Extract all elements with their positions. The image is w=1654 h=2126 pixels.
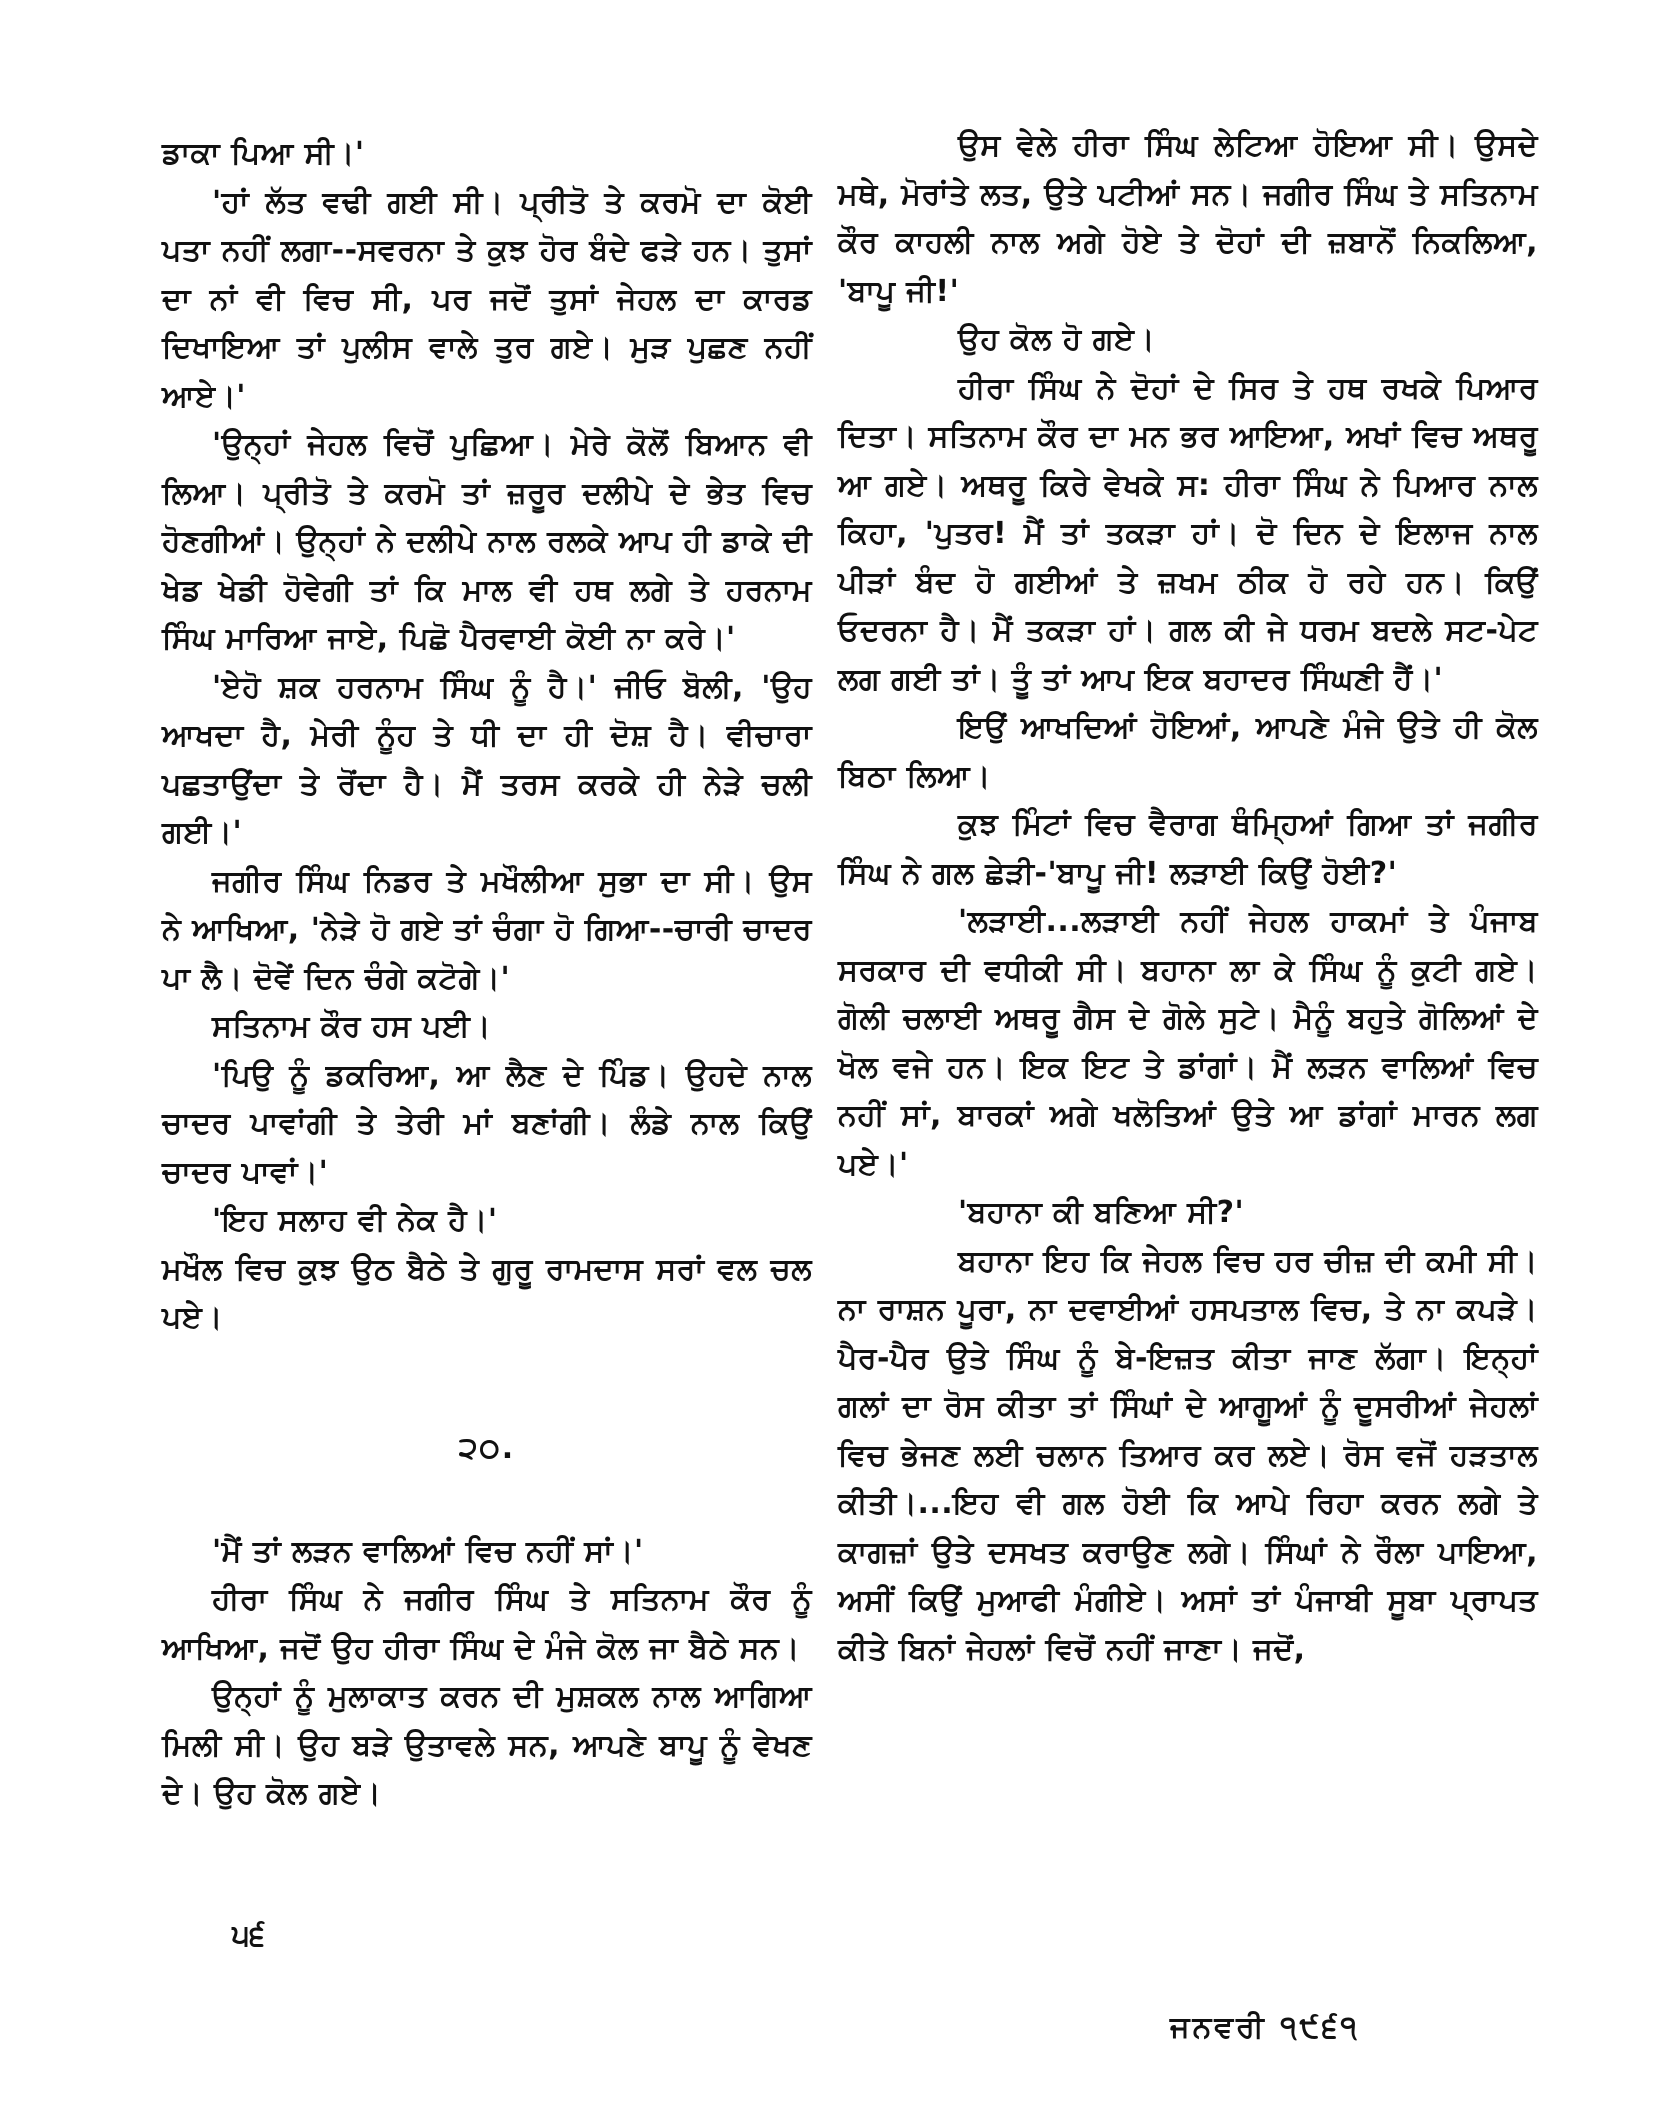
chapter-number: ੨੦. [458, 1430, 516, 1466]
right-column [838, 122, 1538, 1674]
paragraph: ਬਹਾਨਾ ਇਹ ਕਿ ਜੇਹਲ ਵਿਚ ਹਰ ਚੀਜ਼ ਦੀ ਕਮੀ ਸੀ। ਨਾ ਰਾਸ਼ਨ ਪੂਰਾ, ਨਾ ਦਵਾਈਆਂ ਹਸਪਤਾਲ ਵਿਚ, ਤੇ ਨਾ ਕਪੜੇ। ਪੈਰ-ਪੈਰ ਉਤੇ ਸਿੰਘ ਨੂੰ ਬੇ-ਇਜ਼ਤ ਕੀਤਾ ਜਾਣ ਲੱਗਾ। ਇਨ੍ਹਾਂ ਗਲਾਂ ਦਾ ਰੋਸ ਕੀਤਾ ਤਾਂ ਸਿੰਘਾਂ ਦੇ ਆਗੂਆਂ ਨੂੰ ਦੂਸਰੀਆਂ ਜੇਹਲਾਂ ਵਿਚ ਭੇਜਣ ਲਈ ਚਲਾਨ ਤਿਆਰ ਕਰ ਲਏ। ਰੋਸ ਵਜੋਂ ਹੜਤਾਲ ਕੀਤੀ।...ਇਹ ਵੀ ਗਲ ਹੋਈ ਕਿ ਆਪੇ ਰਿਹਾ ਕਰਨ ਲਗੇ ਤੇ ਕਾਗਜ਼ਾਂ ਉਤੇ ਦਸਖਤ ਕਰਾਉਣ ਲਗੇ। ਸਿੰਘਾਂ ਨੇ ਰੌਲਾ ਪਾਇਆ, ਅਸੀਂ ਕਿਉਂ ਮੁਆਫੀ ਮੰਗੀਏ। ਅਸਾਂ ਤਾਂ ਪੰਜਾਬੀ ਸੂਬਾ ਪ੍ਰਾਪਤ ਕੀਤੇ ਬਿਨਾਂ ਜੇਹਲਾਂ ਵਿਚੋਂ ਨਹੀਂ ਜਾਣਾ। ਜਦੋਂ, [838, 1243, 1538, 1667]
paragraph: 'ਲੜਾਈ...ਲੜਾਈ ਨਹੀਂ ਜੇਹਲ ਹਾਕਮਾਂ ਤੇ ਪੰਜਾਬ ਸਰਕਾਰ ਦੀ ਵਧੀਕੀ ਸੀ। ਬਹਾਨਾ ਲਾ ਕੇ ਸਿੰਘ ਨੂੰ ਕੁਟੀ ਗਏ। ਗੋਲੀ ਚਲਾਈ ਅਥਰੂ ਗੈਸ ਦੇ ਗੋਲੇ ਸੁਟੇ। ਮੈਨੂੰ ਬਹੁਤੇ ਗੋਲਿਆਂ ਦੇ ਖੋਲ ਵਜੇ ਹਨ। ਇਕ ਇਟ ਤੇ ਡਾਂਗਾਂ। ਮੈਂ ਲੜਨ ਵਾਲਿਆਂ ਵਿਚ ਨਹੀਂ ਸਾਂ, ਬਾਰਕਾਂ ਅਗੇ ਖਲੋਤਿਆਂ ਉਤੇ ਆ ਡਾਂਗਾਂ ਮਾਰਨ ਲਗ ਪਏ।' [838, 904, 1538, 1182]
paragraph: 'ਮੈਂ ਤਾਂ ਲੜਨ ਵਾਲਿਆਂ ਵਿਚ ਨਹੀਂ ਸਾਂ।' [212, 1533, 644, 1569]
issue-date: ਜਨਵਰੀ ੧੯੬੧ [1170, 2010, 1360, 2045]
paragraph: ਡਾਕਾ ਪਿਆ ਸੀ।' [162, 136, 365, 171]
paragraph: ਹੀਰਾ ਸਿੰਘ ਨੇ ਦੋਹਾਂ ਦੇ ਸਿਰ ਤੇ ਹਥ ਰਖਕੇ ਪਿਆਰ ਦਿਤਾ। ਸਤਿਨਾਮ ਕੌਰ ਦਾ ਮਨ ਭਰ ਆਇਆ, ਅਖਾਂ ਵਿਚ ਅਥਰੂ ਆ ਗਏ। ਅਥਰੂ ਕਿਰੇ ਵੇਖਕੇ ਸ: ਹੀਰਾ ਸਿੰਘ ਨੇ ਪਿਆਰ ਨਾਲ ਕਿਹਾ, 'ਪੁਤਰ! ਮੈਂ ਤਾਂ ਤਕੜਾ ਹਾਂ। ਦੋ ਦਿਨ ਦੇ ਇਲਾਜ ਨਾਲ ਪੀੜਾਂ ਬੰਦ ਹੋ ਗਈਆਂ ਤੇ ਜ਼ਖਮ ਠੀਕ ਹੋ ਰਹੇ ਹਨ। ਕਿਉਂ ਓਦਰਨਾ ਹੈ। ਮੈਂ ਤਕੜਾ ਹਾਂ। ਗਲ ਕੀ ਜੇ ਧਰਮ ਬਦਲੇ ਸਟ-ਪੇਟ ਲਗ ਗਈ ਤਾਂ। ਤੂੰ ਤਾਂ ਆਪ ਇਕ ਬਹਾਦਰ ਸਿੰਘਣੀ ਹੈਂ।' [838, 370, 1538, 697]
paragraph: 'ਇਹ ਸਲਾਹ ਵੀ ਨੇਕ ਹੈ।' [212, 1203, 498, 1238]
paragraph: 'ਹਾਂ ਲੱਤ ਵਢੀ ਗਈ ਸੀ। ਪ੍ਰੀਤੋ ਤੇ ਕਰਮੋ ਦਾ ਕੋਈ ਪਤਾ ਨਹੀਂ ਲਗਾ--ਸਵਰਨਾ ਤੇ ਕੁਝ ਹੋਰ ਬੰਦੇ ਫੜੇ ਹਨ। ਤੁਸਾਂ ਦਾ ਨਾਂ ਵੀ ਵਿਚ ਸੀ, ਪਰ ਜਦੋਂ ਤੁਸਾਂ ਜੇਹਲ ਦਾ ਕਾਰਡ ਦਿਖਾਇਆ ਤਾਂ ਪੁਲੀਸ ਵਾਲੇ ਤੁਰ ਗਏ। ਮੁੜ ਪੁਛਣ ਨਹੀਂ ਆਏ।' [162, 184, 812, 414]
paragraph: ਉਸ ਵੇਲੇ ਹੀਰਾ ਸਿੰਘ ਲੇਟਿਆ ਹੋਇਆ ਸੀ। ਉਸਦੇ ਮਥੇ, ਮੋਰਾਂਤੇ ਲਤ, ਉਤੇ ਪਟੀਆਂ ਸਨ। ਜਗੀਰ ਸਿੰਘ ਤੇ ਸਤਿਨਾਮ ਕੌਰ ਕਾਹਲੀ ਨਾਲ ਅਗੇ ਹੋਏ ਤੇ ਦੋਹਾਂ ਦੀ ਜ਼ਬਾਨੋਂ ਨਿਕਲਿਆ, 'ਬਾਪੂ ਜੀ!' [838, 128, 1538, 309]
paragraph: ਜਗੀਰ ਸਿੰਘ ਨਿਡਰ ਤੇ ਮਖੌਲੀਆ ਸੁਭਾ ਦਾ ਸੀ। ਉਸ ਨੇ ਆਖਿਆ, 'ਨੇੜੇ ਹੋ ਗਏ ਤਾਂ ਚੰਗਾ ਹੋ ਗਿਆ--ਚਾਰੀ ਚਾਦਰ ਪਾ ਲੈ। ਦੋਵੇਂ ਦਿਨ ਚੰਗੇ ਕਟੋਗੇ।' [162, 863, 812, 996]
paragraph: ਇਉਂ ਆਖਦਿਆਂ ਹੋਇਆਂ, ਆਪਣੇ ਮੰਜੇ ਉਤੇ ਹੀ ਕੋਲ ਬਿਠਾ ਲਿਆ। [838, 710, 1538, 794]
paragraph: 'ਪਿਉ ਨੂੰ ਡਕਰਿਆ, ਆ ਲੈਣ ਦੇ ਪਿੰਡ। ਉਹਦੇ ਨਾਲ ਚਾਦਰ ਪਾਵਾਂਗੀ ਤੇ ਤੇਰੀ ਮਾਂ ਬਣਾਂਗੀ। ਲੰਡੇ ਨਾਲ ਕਿਉਂ ਚਾਦਰ ਪਾਵਾਂ।' [162, 1057, 812, 1190]
left-column [162, 130, 812, 1819]
paragraph: 'ਬਹਾਨਾ ਕੀ ਬਣਿਆ ਸੀ?' [958, 1195, 1245, 1230]
paragraph: ਉਹ ਕੋਲ ਹੋ ਗਏ। [958, 322, 1156, 357]
paragraph: 'ਉਨ੍ਹਾਂ ਜੇਹਲ ਵਿਚੋਂ ਪੁਛਿਆ। ਮੇਰੇ ਕੋਲੋਂ ਬਿਆਨ ਵੀ ਲਿਆ। ਪ੍ਰੀਤੋ ਤੇ ਕਰਮੋ ਤਾਂ ਜ਼ਰੂਰ ਦਲੀਪੇ ਦੇ ਭੇਤ ਵਿਚ ਹੋਣਗੀਆਂ। ਉਨ੍ਹਾਂ ਨੇ ਦਲੀਪੇ ਨਾਲ ਰਲਕੇ ਆਪ ਹੀ ਡਾਕੇ ਦੀ ਖੇਡ ਖੇਡੀ ਹੋਵੇਗੀ ਤਾਂ ਕਿ ਮਾਲ ਵੀ ਹਥ ਲਗੇ ਤੇ ਹਰਨਾਮ ਸਿੰਘ ਮਾਰਿਆ ਜਾਏ, ਪਿਛੋ ਪੈਰਵਾਈ ਕੋਈ ਨਾ ਕਰੇ।' [162, 427, 812, 656]
paragraph: ਕੁਝ ਮਿੰਟਾਂ ਵਿਚ ਵੈਰਾਗ ਥੰਮ੍ਹਿਆਂ ਗਿਆ ਤਾਂ ਜਗੀਰ ਸਿੰਘ ਨੇ ਗਲ ਛੇੜੀ-'ਬਾਪੂ ਜੀ! ਲੜਾਈ ਕਿਉਂ ਹੋਈ?' [838, 807, 1538, 891]
page-number: ੫੬ [232, 1918, 265, 1953]
paragraph: ਹੀਰਾ ਸਿੰਘ ਨੇ ਜਗੀਰ ਸਿੰਘ ਤੇ ਸਤਿਨਾਮ ਕੌਰ ਨੂੰ ਆਖਿਆ, ਜਦੋਂ ਉਹ ਹੀਰਾ ਸਿੰਘ ਦੇ ਮੰਜੇ ਕੋਲ ਜਾ ਬੈਠੇ ਸਨ। [162, 1582, 812, 1666]
paragraph: ਉਨ੍ਹਾਂ ਨੂੰ ਮੁਲਾਕਾਤ ਕਰਨ ਦੀ ਮੁਸ਼ਕਲ ਨਾਲ ਆਗਿਆ ਮਿਲੀ ਸੀ। ਉਹ ਬੜੇ ਉਤਾਵਲੇ ਸਨ, ਆਪਣੇ ਬਾਪੂ ਨੂੰ ਵੇਖਣ ਦੇ। ਉਹ ਕੋਲ ਗਏ। [162, 1679, 812, 1811]
paragraph: 'ਏਹੋ ਸ਼ਕ ਹਰਨਾਮ ਸਿੰਘ ਨੂੰ ਹੈ।' ਜੀਓ ਬੋਲੀ, 'ਉਹ ਆਖਦਾ ਹੈ, ਮੇਰੀ ਨੂੰਹ ਤੇ ਧੀ ਦਾ ਹੀ ਦੋਸ਼ ਹੈ। ਵੀਚਾਰਾ ਪਛਤਾਉਂਦਾ ਤੇ ਰੋਂਦਾ ਹੈ। ਮੈਂ ਤਰਸ ਕਰਕੇ ਹੀ ਨੇੜੇ ਚਲੀ ਗਈ।' [162, 669, 812, 850]
paragraph: ਮਖੌਲ ਵਿਚ ਕੁਝ ਉਠ ਬੈਠੇ ਤੇ ਗੁਰੂ ਰਾਮਦਾਸ ਸਰਾਂ ਵਲ ਚਲ ਪਏ। [162, 1251, 812, 1335]
paragraph: ਸਤਿਨਾਮ ਕੌਰ ਹਸ ਪਈ। [212, 1009, 492, 1044]
